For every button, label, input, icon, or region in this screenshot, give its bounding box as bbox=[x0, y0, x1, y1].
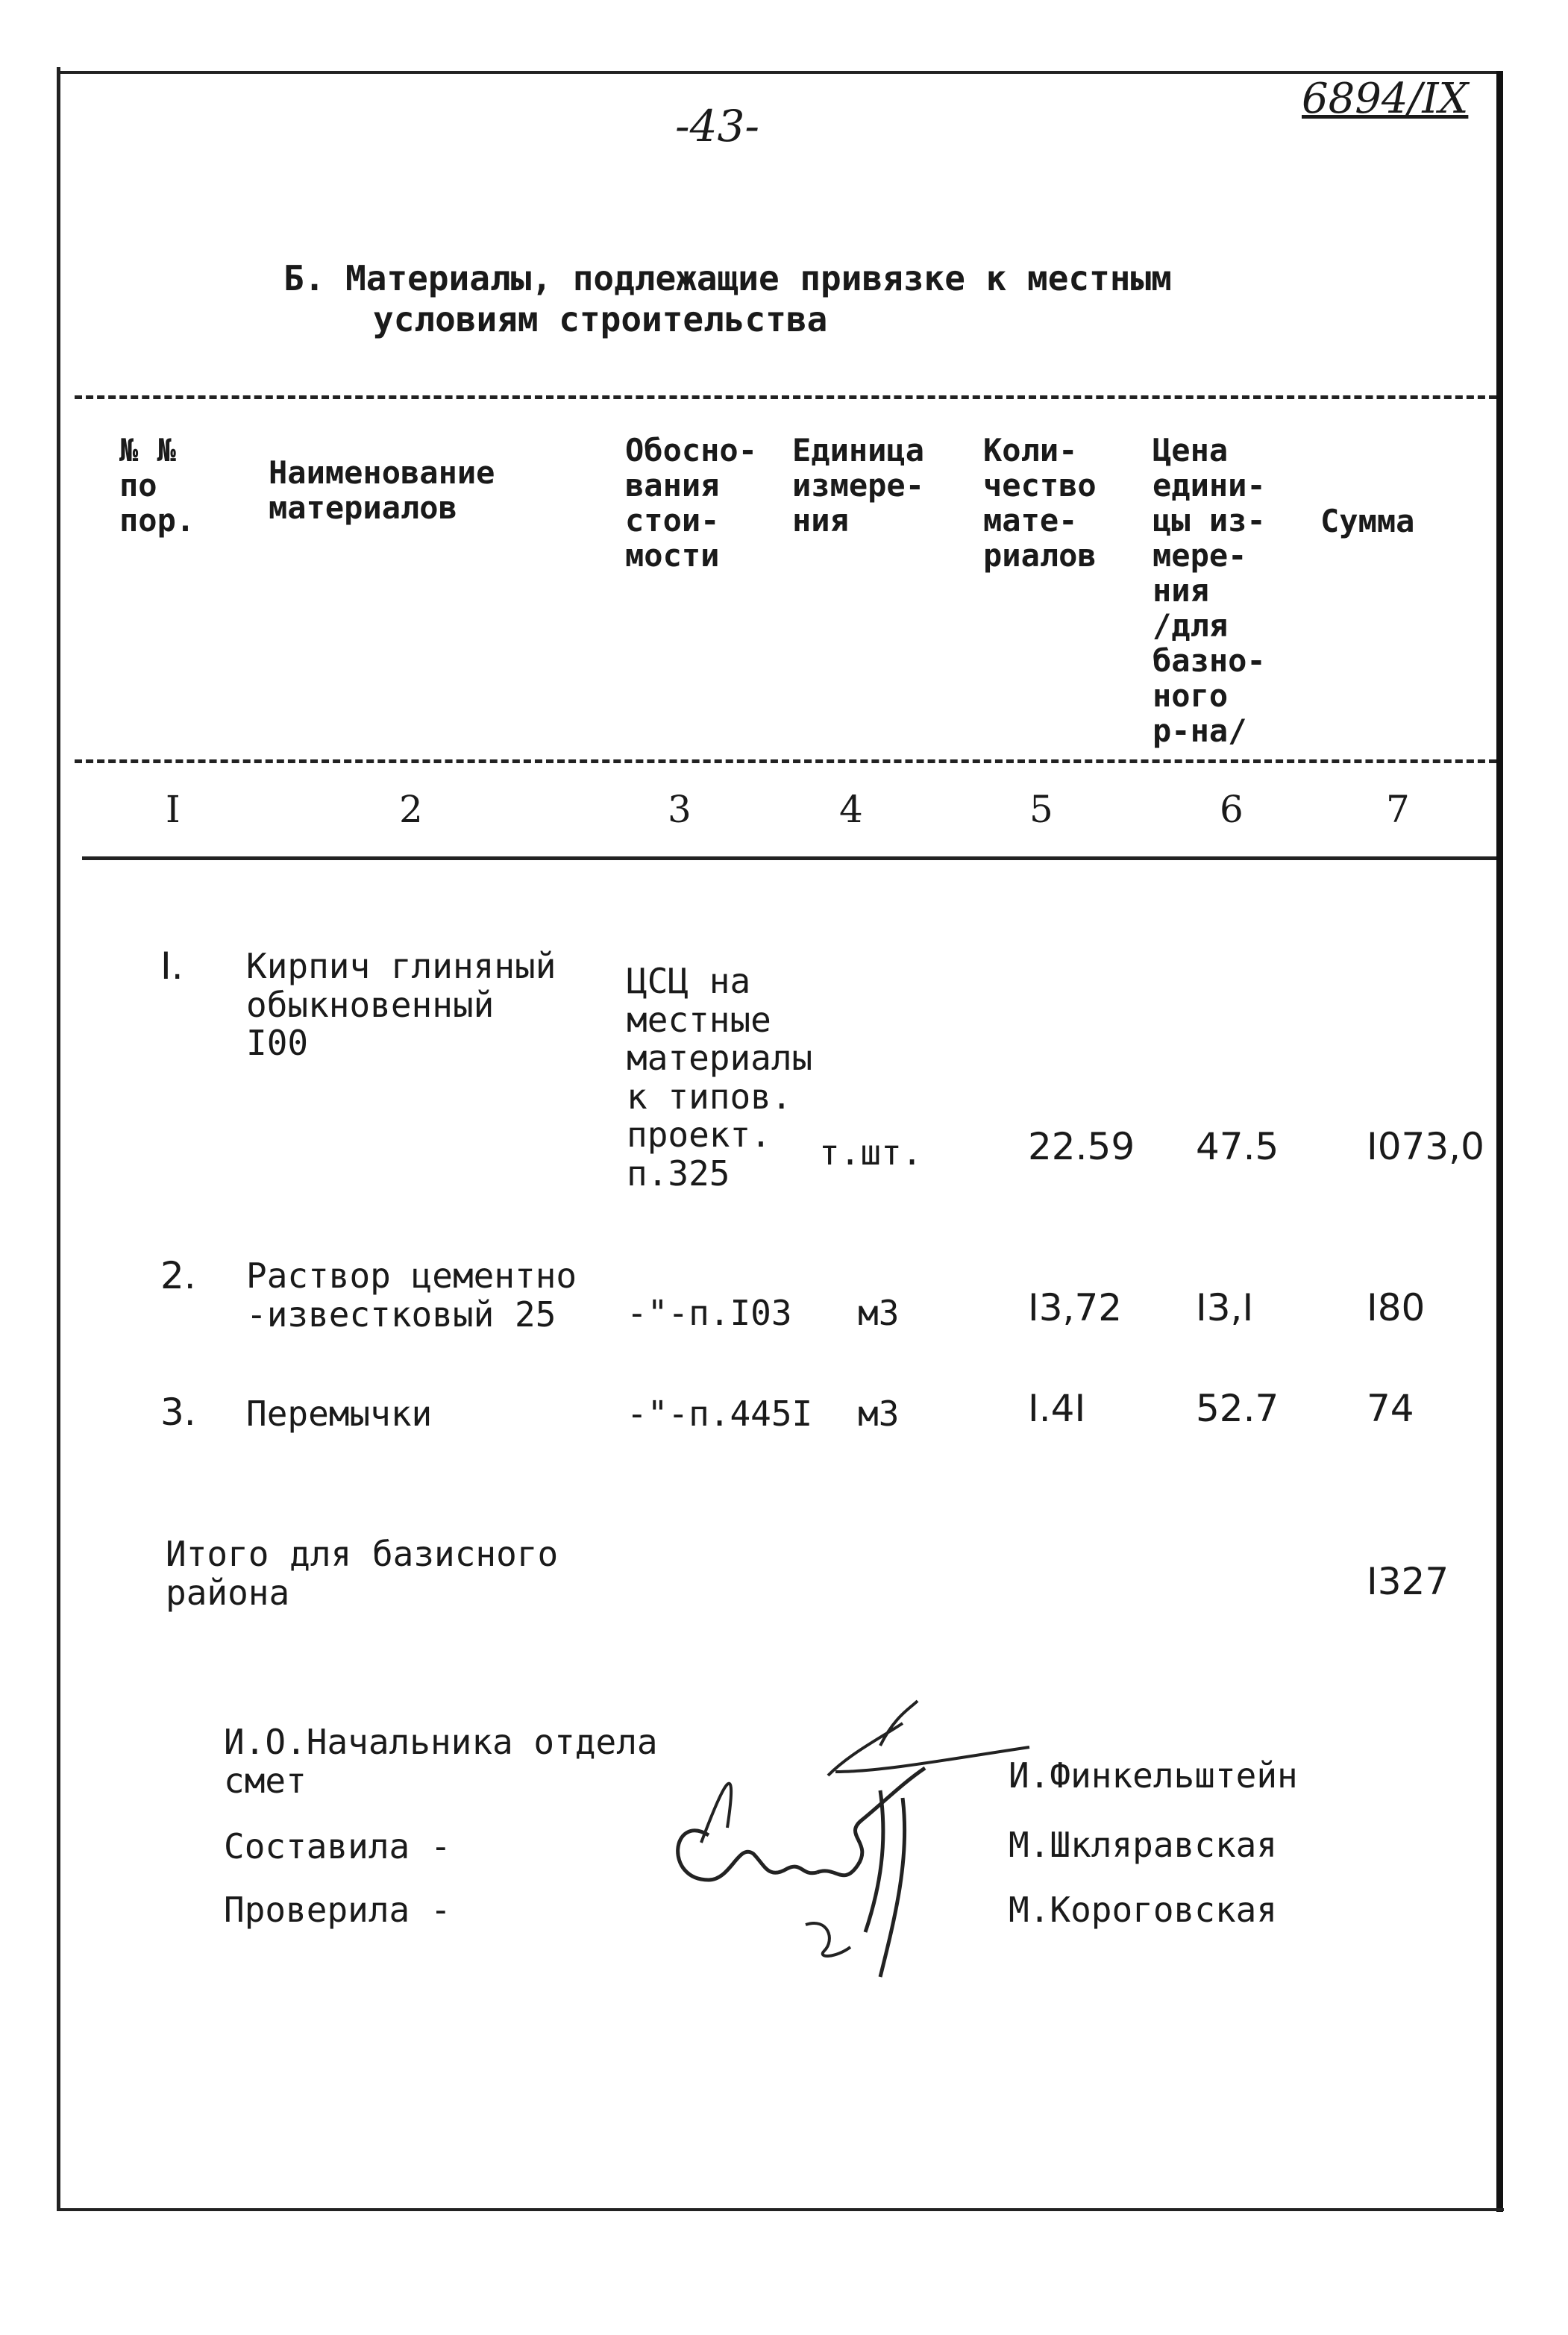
page-number: -43- bbox=[675, 101, 759, 151]
signature-role-compiled: Составила - bbox=[224, 1826, 451, 1867]
signature-name-3: М.Короговская bbox=[1009, 1890, 1278, 1930]
row1-quantity: 22.59 bbox=[1028, 1125, 1135, 1168]
column-number-1: I bbox=[166, 788, 181, 831]
signature-name-2: М.Шкляравская bbox=[1009, 1825, 1278, 1865]
header-col-number: № № по пор. bbox=[119, 432, 195, 539]
handwritten-signatures bbox=[656, 1693, 1044, 2007]
column-number-3: 3 bbox=[668, 788, 692, 831]
header-col-basis: Обосно- вания стои- мости bbox=[625, 432, 758, 574]
row2-sum: I80 bbox=[1367, 1286, 1426, 1329]
frame-right-border bbox=[1496, 71, 1503, 2212]
row3-quantity: I.4I bbox=[1028, 1387, 1086, 1430]
total-value: I327 bbox=[1367, 1560, 1449, 1603]
row2-name: Раствор цементно -известковый 25 bbox=[246, 1256, 577, 1335]
row1-sum: I073,0 bbox=[1367, 1125, 1484, 1168]
signature-role-head: И.О.Начальника отдела смет bbox=[224, 1722, 658, 1801]
header-col-name: Наименование материалов bbox=[269, 454, 495, 527]
section-title-line1: Б. Материалы, подлежащие привязке к местным bbox=[283, 258, 1172, 298]
row1-name: Кирпич глиняный обыкновенный I00 bbox=[246, 946, 556, 1064]
row2-number: 2. bbox=[160, 1254, 196, 1297]
signature-name-1: И.Финкельштейн bbox=[1009, 1755, 1298, 1796]
column-number-5: 5 bbox=[1029, 788, 1053, 831]
archive-number: 6894/IX bbox=[1302, 75, 1469, 123]
row1-basis: ЦСЦ на местные материалы к типов. проект. п.325 bbox=[627, 961, 813, 1194]
row2-quantity: I3,72 bbox=[1028, 1286, 1123, 1329]
row3-price: 52.7 bbox=[1196, 1387, 1279, 1430]
table-header-rule bbox=[75, 759, 1496, 763]
column-number-6: 6 bbox=[1220, 788, 1244, 831]
signature-role-checked: Проверила - bbox=[224, 1890, 451, 1930]
frame-top-border bbox=[57, 71, 1496, 74]
section-title-line2: условиям строительства bbox=[373, 299, 828, 339]
frame-bottom-border bbox=[57, 2208, 1504, 2211]
row1-number: I. bbox=[160, 944, 184, 988]
row3-basis: -"-п.445I bbox=[627, 1394, 813, 1434]
column-number-7: 7 bbox=[1386, 788, 1410, 831]
row3-name: Перемычки bbox=[246, 1394, 433, 1434]
row3-unit: м3 bbox=[858, 1394, 900, 1434]
header-col-quantity: Коли- чество мате- риалов bbox=[983, 432, 1097, 574]
row2-unit: м3 bbox=[858, 1293, 900, 1333]
row3-number: 3. bbox=[160, 1391, 196, 1434]
total-label: Итого для базисного района bbox=[166, 1534, 559, 1613]
header-col-price: Цена едини- цы из- мере- ния /для базно- ного р-на/ bbox=[1153, 432, 1266, 750]
table-numbers-rule bbox=[82, 856, 1496, 860]
frame-left-border bbox=[57, 67, 60, 2208]
header-col-unit: Единица измере- ния bbox=[792, 432, 925, 539]
row2-price: I3,I bbox=[1196, 1286, 1254, 1329]
header-col-sum: Сумма bbox=[1320, 503, 1415, 539]
row1-price: 47.5 bbox=[1196, 1125, 1279, 1168]
row1-unit: т.шт. bbox=[819, 1132, 923, 1173]
column-number-4: 4 bbox=[839, 788, 863, 831]
row2-basis: -"-п.I03 bbox=[627, 1293, 792, 1333]
table-top-rule bbox=[75, 395, 1496, 399]
row3-sum: 74 bbox=[1367, 1387, 1414, 1430]
column-number-2: 2 bbox=[399, 788, 423, 831]
